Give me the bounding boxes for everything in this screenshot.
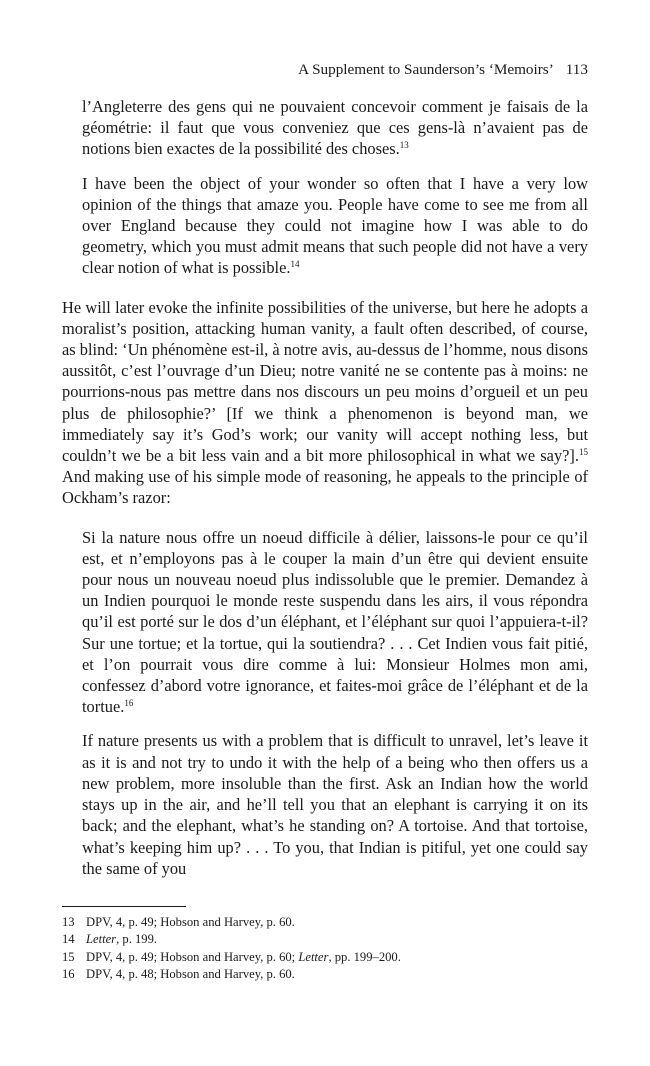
footnote-16 bbox=[62, 966, 588, 983]
footnote-ref-15[interactable]: 15 bbox=[579, 447, 588, 458]
footnote-italic-title: Letter bbox=[298, 949, 329, 964]
footnote-divider bbox=[62, 906, 186, 907]
footnote-15 bbox=[62, 949, 588, 966]
quote-english-2 bbox=[82, 730, 588, 878]
footnote-number: 15 bbox=[62, 949, 75, 964]
body-paragraph bbox=[62, 297, 588, 509]
quote-english-2-text: If nature presents us with a problem that is difficult to unravel, let’s leave it as it is and not try to undo it with the help of a being who then offers us a new problem, more insoluble than the first. Ask an Indian how the world stays up in the air, and he’ll tell you that an elephant is carrying it on its back; and the elephant, what’s he standing on? A tortoise. And that tortoise, what’s keeping him up? . . . To you, that Indian is pitiful, yet one could say the same of you bbox=[82, 731, 588, 878]
footnote-number: 13 bbox=[62, 915, 75, 929]
footnote-text: DPV, 4, p. 49; Hobson and Harvey, p. 60. bbox=[86, 915, 295, 929]
footnote-text: , p. 199. bbox=[116, 932, 158, 947]
quote-french-1 bbox=[82, 96, 588, 160]
quote-french-2 bbox=[82, 527, 588, 718]
footnote-14 bbox=[62, 931, 588, 948]
footnote-text-b: , pp. 199–200. bbox=[328, 949, 401, 964]
footnote-ref-13[interactable]: 13 bbox=[399, 140, 409, 151]
footnote-number: 14 bbox=[62, 932, 75, 947]
quote-french-1-text: l’Angleterre des gens qui ne pouvaient concevoir comment je faisais de la géométrie: il faut que vous conveniez que ces gens-là n’avaient pas de notions bien exactes de la possibilité des choses. bbox=[82, 97, 588, 159]
running-header bbox=[62, 60, 588, 80]
footnote-ref-14[interactable]: 14 bbox=[290, 259, 300, 270]
quote-english-1 bbox=[82, 173, 588, 279]
running-title: A Supplement to Saunderson’s ‘Memoirs’ bbox=[298, 61, 554, 78]
footnote-italic-title: Letter bbox=[86, 932, 117, 947]
footnotes bbox=[62, 914, 588, 984]
quote-english-1-text: I have been the object of your wonder so often that I have a very low opinion of the things that amaze you. People have come to see me from all over England because they could not imagine how I was able to do geometry, which you must admit means that such people did not have a very clear notion of what is possible. bbox=[82, 173, 588, 278]
page-number: 113 bbox=[565, 61, 588, 78]
quote-french-2-text: Si la nature nous offre un noeud difficile à délier, laissons-le pour ce qu’il est, et n’employons pas à le couper la main d’un être qui devient ensuite pour nous un nouveau noeud plus indissoluble que le premier. Demandez à un Indien pourquoi le monde reste suspendu dans les airs, il vous répondra qu’il est porté sur le dos d’un éléphant, et l’éléphant sur quoi l’appuiera-t-il? Sur une tortue; et la tortue, qui la soutiendra? . . . Cet Indien vous fait pitié, et l’on pourrait vous dire comme à lui: Monsieur Holmes mon ami, confessez d’abord votre ignorance, et faites-moi grâce de l’éléphant et de la tortue. bbox=[82, 527, 588, 717]
body-paragraph-text-a: He will later evoke the infinite possibilities of the universe, but here he adopts a moralist’s position, attacking human vanity, a fault often described, of course, as blind: ‘Un phénomène est-il, à notre avis, au-dessus de l’homme, nous disons aussitôt, c’est l’ouvrage d’un Dieu; notre vanité ne se contente pas à moins: ne pourrions-nous pas mettre dans nos discours un peu moins d’orgueil et un peu plus de philosophie?’ [If we think a phenomenon is beyond man, we immediately say it’s God’s work; our vanity will accept nothing less, but couldn’t we be a bit less vain and a bit more philosophical in what we say?]. bbox=[62, 297, 588, 466]
footnote-number: 16 bbox=[62, 967, 75, 982]
footnote-text: DPV, 4, p. 48; Hobson and Harvey, p. 60. bbox=[86, 967, 295, 982]
page-body bbox=[62, 96, 588, 879]
footnote-13 bbox=[62, 914, 588, 931]
footnote-text: DPV, 4, p. 49; Hobson and Harvey, p. 60; bbox=[86, 949, 299, 964]
footnote-ref-16[interactable]: 16 bbox=[124, 698, 134, 709]
body-paragraph-text-b: And making use of his simple mode of reasoning, he appeals to the principle of Ockham’s razor: bbox=[62, 467, 588, 508]
